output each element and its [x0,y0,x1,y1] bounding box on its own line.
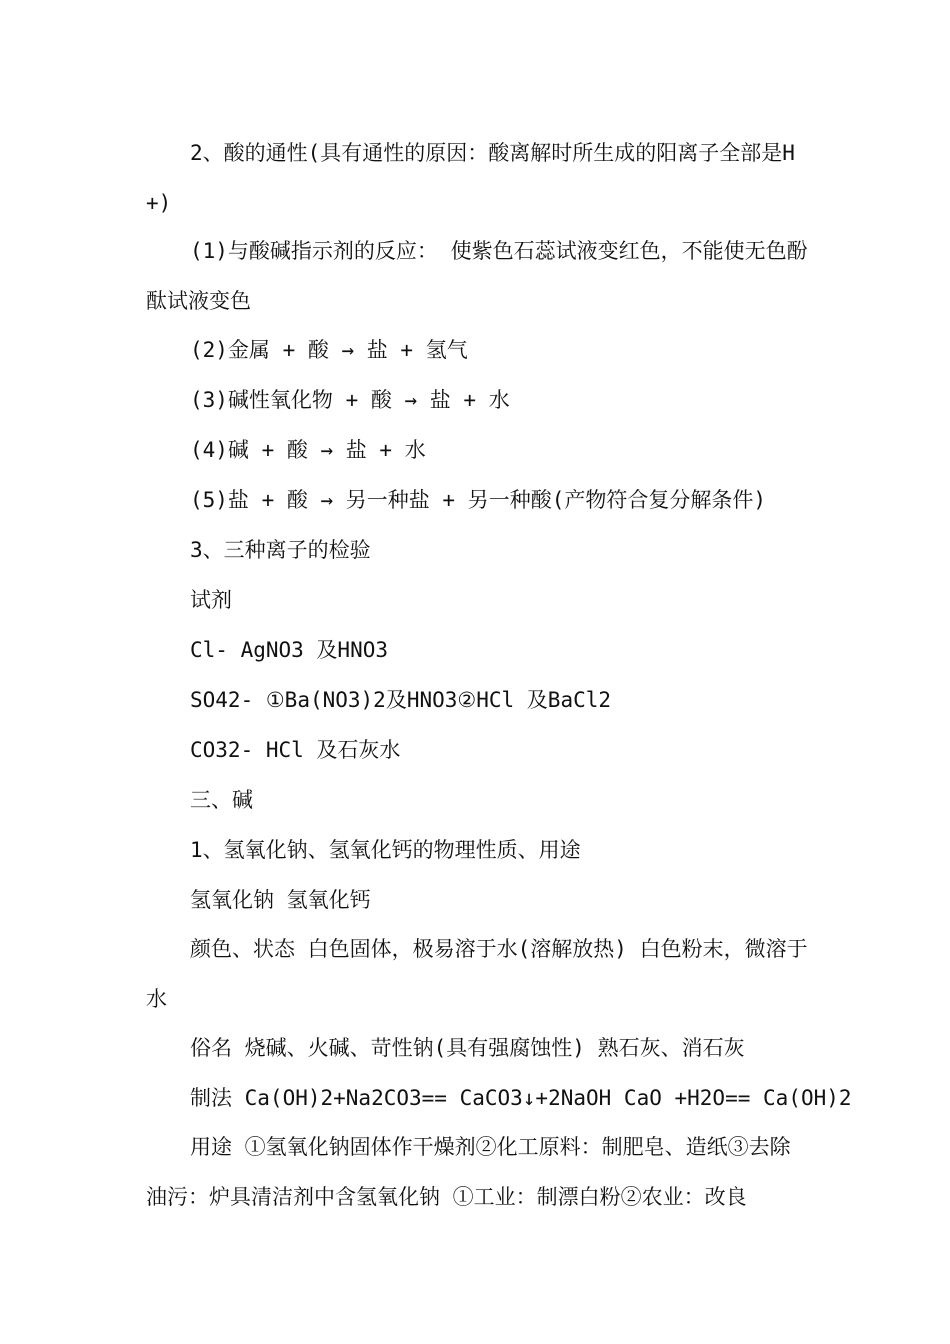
line-basic-oxide-acid: (3)碱性氧化物 + 酸 → 盐 + 水 [190,388,510,412]
paragraph-indicator-reaction: (1)与酸碱指示剂的反应： 使紫色石蕊试液变红色，不能使无色酚酞试液变色 [146,239,808,313]
heading-bases: 三、碱 [190,788,253,812]
line-salt-acid: (5)盐 + 酸 → 另一种盐 + 另一种酸(产物符合复分解条件) [190,488,767,512]
paragraph-acid-properties: 2、酸的通性(具有通性的原因：酸离解时所生成的阳离子全部是H+) [146,141,795,215]
heading-ion-tests: 3、三种离子的检验 [190,538,371,562]
line-reagent: 试剂 [190,588,232,612]
heading-physical-properties: 1、氢氧化钠、氢氧化钙的物理性质、用途 [190,838,581,862]
paragraph-uses: 用途 ①氢氧化钠固体作干燥剂②化工原料：制肥皂、造纸③去除油污：炉具清洁剂中含氢氧化钠 ①工业：制漂白粉②农业：改良 [146,1135,791,1209]
line-table-columns: 氢氧化钠 氢氧化钙 [190,888,371,912]
line-chloride-test: Cl- AgNO3 及HNO3 [190,638,389,662]
line-metal-acid: (2)金属 + 酸 → 盐 + 氢气 [190,338,468,362]
line-carbonate-test: CO32- HCl 及石灰水 [190,738,401,762]
line-base-acid: (4)碱 + 酸 → 盐 + 水 [190,438,426,462]
paragraph-color-state: 颜色、状态 白色固体，极易溶于水(溶解放热) 白色粉末，微溶于水 [146,937,808,1011]
line-preparation: 制法 Ca(OH)2+Na2CO3== CaCO3↓+2NaOH CaO +H2O== Ca(OH)2 [190,1086,852,1110]
line-common-names: 俗名 烧碱、火碱、苛性钠(具有强腐蚀性) 熟石灰、消石灰 [190,1036,745,1060]
line-sulfate-test: SO42- ①Ba(NO3)2及HNO3②HCl 及BaCl2 [190,688,612,712]
